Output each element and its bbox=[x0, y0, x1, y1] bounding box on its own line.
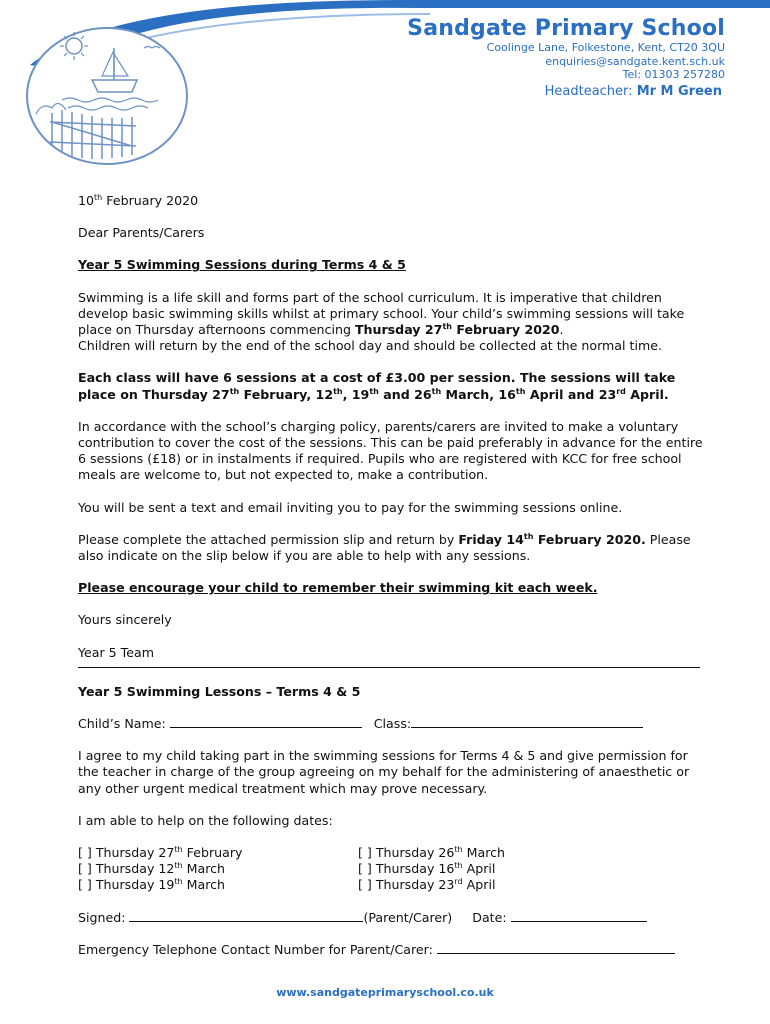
paragraph-permission-slip: Please complete the attached permission slip and return by Friday 14th February 2020. Please also indicate on the slip below if you are able to help with any sessions. bbox=[78, 531, 691, 564]
school-email[interactable]: enquiries@sandgate.kent.sch.uk bbox=[545, 55, 725, 68]
child-class-row bbox=[78, 716, 708, 732]
letter-body bbox=[78, 193, 708, 958]
emergency-contact-label: Emergency Telephone Contact Number for Parent/Carer: bbox=[78, 941, 433, 957]
signed-label: Signed: bbox=[78, 909, 126, 925]
headteacher-label: Headteacher: bbox=[544, 84, 633, 99]
signature-team: Year 5 Team bbox=[78, 644, 154, 660]
school-name: Sandgate Primary School bbox=[407, 16, 725, 41]
school-crest-logo bbox=[22, 18, 192, 168]
help-date-checkbox[interactable]: [ ] Thursday 26th March bbox=[358, 845, 506, 861]
date-label: Date: bbox=[472, 909, 507, 925]
help-dates-label: I am able to help on the following dates: bbox=[78, 812, 333, 828]
letter-title: Year 5 Swimming Sessions during Terms 4 & 5 bbox=[78, 257, 406, 273]
signature-field[interactable] bbox=[129, 910, 363, 922]
school-website-link[interactable]: www.sandgateprimaryschool.co.uk bbox=[276, 986, 494, 999]
tear-off-divider bbox=[78, 661, 700, 668]
paragraph-intro: Swimming is a life skill and forms part of the school curriculum. It is imperative that children develop basic swimming skills whilst at primary school. Your child’s swimming sessions will take place on Thursday afternoons commencing Thursday 27th February 2020. bbox=[78, 289, 685, 338]
swimming-kit-reminder: Please encourage your child to remember their swimming kit each week. bbox=[78, 580, 598, 596]
help-dates-left bbox=[78, 845, 358, 894]
emergency-contact-row bbox=[78, 942, 708, 958]
parent-carer-label: (Parent/Carer) bbox=[363, 909, 453, 925]
paragraph-charging-policy: In accordance with the school’s charging policy, parents/carers are invited to make a voluntary contribution to cover the cost of the sessions. This can be paid preferably in advance for the entire 6 sessions (£18) or in instalments if required. Pupils who are registered with KCC for free school meals are welcome to, but not expected to, make a contribution. bbox=[78, 418, 703, 483]
headteacher-name: Mr M Green bbox=[636, 84, 722, 99]
signoff: Yours sincerely bbox=[78, 612, 172, 628]
school-telephone: Tel: 01303 257280 bbox=[622, 68, 725, 81]
help-date-checkbox[interactable]: [ ] Thursday 27th February bbox=[78, 845, 243, 861]
child-name-field[interactable] bbox=[170, 716, 362, 728]
signature-row bbox=[78, 910, 708, 926]
help-date-checkbox[interactable]: [ ] Thursday 12th March bbox=[78, 861, 226, 877]
paragraph-return: Children will return by the end of the school day and should be collected at the normal time. bbox=[78, 338, 662, 354]
help-date-checkbox[interactable]: [ ] Thursday 16th April bbox=[358, 861, 496, 877]
letter-date: 10th February 2020 bbox=[78, 193, 199, 208]
help-date-checkbox[interactable]: [ ] Thursday 23rd April bbox=[358, 877, 496, 893]
slip-title: Year 5 Swimming Lessons – Terms 4 & 5 bbox=[78, 683, 361, 699]
class-label: Class: bbox=[373, 716, 412, 732]
greeting: Dear Parents/Carers bbox=[78, 225, 205, 241]
help-dates-grid bbox=[78, 845, 708, 894]
school-address: Coolinge Lane, Folkestone, Kent, CT20 3QU bbox=[486, 41, 725, 54]
headteacher-line bbox=[545, 84, 722, 99]
emergency-contact-field[interactable] bbox=[437, 942, 675, 954]
child-name-label: Child’s Name: bbox=[78, 716, 166, 732]
help-date-checkbox[interactable]: [ ] Thursday 19th March bbox=[78, 877, 226, 893]
help-dates-right bbox=[358, 845, 638, 894]
class-field[interactable] bbox=[411, 716, 643, 728]
consent-text: I agree to my child taking part in the swimming sessions for Terms 4 & 5 and give permission for the teacher in charge of the group agreeing on my behalf for the administering of anaesthetic or any other urgent medical treatment which may prove necessary. bbox=[78, 748, 690, 796]
date-field[interactable] bbox=[511, 910, 647, 922]
paragraph-payment: You will be sent a text and email inviting you to pay for the swimming sessions online. bbox=[78, 499, 623, 515]
paragraph-sessions: Each class will have 6 sessions at a cost of £3.00 per session. The sessions will take place on Thursday 27th February, 12th, 19th and 26th March, 16th April and 23rd April. bbox=[78, 370, 676, 402]
